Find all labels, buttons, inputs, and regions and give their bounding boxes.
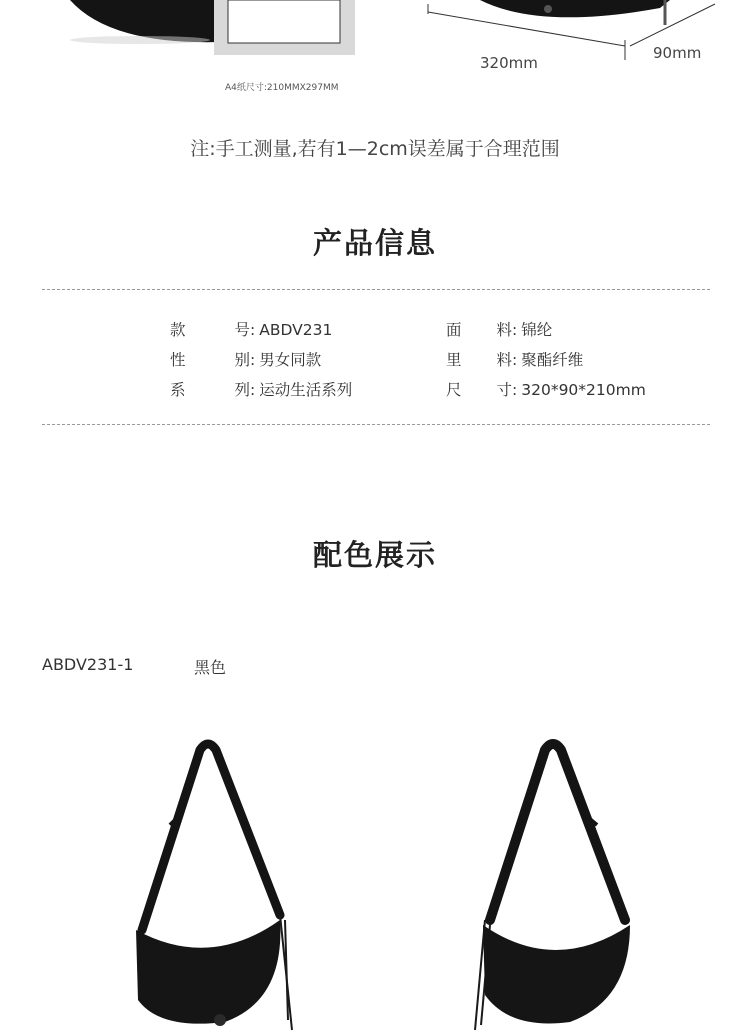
product-info-title: 产品信息 bbox=[312, 226, 437, 260]
variant-color: 黑色 bbox=[194, 658, 227, 677]
spec-value-material: 锦纶 bbox=[521, 321, 553, 339]
spec-row: 系 列: 运动生活系列 尺 寸: 320*90*210mm bbox=[170, 378, 710, 408]
variant-code: ABDV231-1 bbox=[42, 655, 134, 674]
spec-key-gender: 性 别 bbox=[170, 351, 250, 369]
spec-key-style: 款 号 bbox=[170, 321, 250, 339]
a4-size-caption: A4纸尺寸:210MMX297MM bbox=[225, 83, 339, 93]
measurement-note: 注:手工测量,若有1—2cm误差属于合理范围 bbox=[190, 138, 560, 160]
spec-value-series: 运动生活系列 bbox=[259, 381, 353, 399]
spec-value-style: ABDV231 bbox=[259, 321, 333, 339]
bag-bottom-left bbox=[70, 0, 220, 42]
spec-table bbox=[170, 318, 710, 408]
spec-row: 性 别: 男女同款 里 料: 聚酯纤维 bbox=[170, 348, 710, 378]
color-display-title: 配色展示 bbox=[312, 538, 437, 572]
length-dimension-label: 320mm bbox=[480, 54, 538, 72]
depth-dimension-label: 90mm bbox=[653, 44, 702, 62]
spec-value-gender: 男女同款 bbox=[259, 351, 322, 369]
bag-front-image bbox=[120, 730, 320, 1031]
bag-a4-comparison-image bbox=[0, 0, 380, 80]
spec-key-material: 面 料 bbox=[446, 321, 512, 339]
divider-bottom bbox=[42, 424, 710, 425]
spec-key-size: 尺 寸 bbox=[446, 381, 512, 399]
spec-key-series: 系 列 bbox=[170, 381, 250, 399]
spec-key-lining: 里 料 bbox=[446, 351, 512, 369]
divider-top bbox=[42, 289, 710, 290]
spec-value-size: 320*90*210mm bbox=[521, 381, 646, 399]
bag-back-image bbox=[465, 730, 665, 1031]
spec-row: 款 号: ABDV231 面 料: 锦纶 bbox=[170, 318, 710, 348]
spec-value-lining: 聚酯纤维 bbox=[521, 351, 584, 369]
bag-dimension-drawing bbox=[420, 0, 720, 80]
